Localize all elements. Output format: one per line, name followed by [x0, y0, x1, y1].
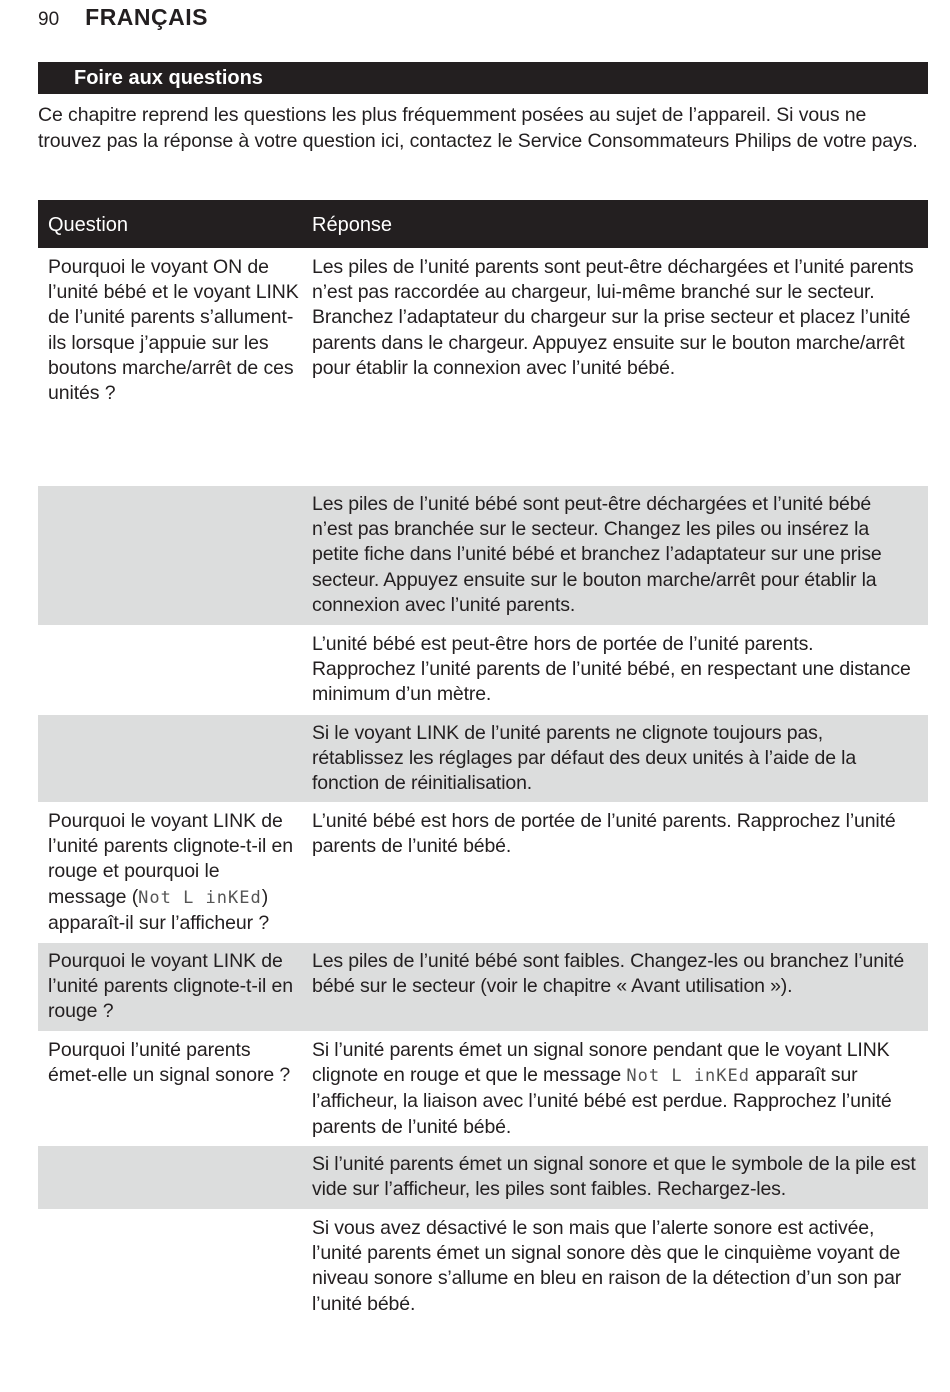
table-row [38, 625, 928, 714]
table-row [38, 714, 928, 802]
answer-cell: L’unité bébé est peut-être hors de portée de l’unité parents. Rapprochez l’unité parents de l’unité bébé, en respectant une distance minimum d’un mètre. [312, 633, 911, 706]
answer-cell [302, 1032, 928, 1145]
question-text: Pourquoi le voyant LINK de l’unité parents clignote-t-il en rouge et pourquoi le message ( [48, 810, 294, 908]
language-heading: FRANÇAIS [85, 4, 208, 30]
table-row [38, 802, 928, 942]
lcd-message: Not L inKEd [626, 1066, 750, 1087]
column-header-answer: Réponse [312, 214, 393, 236]
table-row [38, 1209, 928, 1325]
answer-cell: Si l’unité parents émet un signal sonore et que le symbole de la pile est vide sur l’afficheur, les piles sont faibles. Rechargez-les. [312, 1153, 916, 1201]
question-cell: Pourquoi le voyant ON de l’unité bébé et le voyant LINK de l’unité parents s’allument-ils lorsque j’appuie sur les boutons marche/arrêt de ces unités ? [48, 256, 299, 405]
section-title: Foire aux questions [74, 67, 263, 89]
lcd-message: Not L inKEd [138, 887, 262, 908]
answer-cell: Les piles de l’unité bébé sont peut-être déchargées et l’unité bébé n’est pas branchée sur le secteur. Changez les piles ou insérez la petite fiche dans l’unité bébé et branchez l’adaptateur sur une prise secteur. Appuyez ensuite sur le bouton marche/arrêt pour établir la connexion avec l’unité parents. [312, 493, 882, 616]
faq-table-header [38, 200, 928, 248]
question-cell [38, 626, 302, 714]
answer-text: apparaît sur l’afficheur, la liaison avec l’unité bébé est perdue. Rapprochez l’unité parents de l’unité bébé. [312, 1064, 892, 1138]
intro-paragraph: Ce chapitre reprend les questions les plus fréquemment posées au sujet de l’appareil. Si vous ne trouvez pas la réponse à votre question ici, contactez le Service Consommateurs Philips de votre pays. [38, 104, 918, 152]
page-header [38, 0, 208, 30]
answer-cell: Les piles de l’unité parents sont peut-être déchargées et l’unité parents n’est pas raccordée au chargeur, lui-même branché sur le secteur. Branchez l’adaptateur du chargeur sur la prise secteur et placez l’unité parents dans le chargeur. Appuyez ensuite sur le bouton marche/arrêt pour établir la connexion avec l’unité bébé. [312, 256, 914, 379]
answer-cell: L’unité bébé est hors de portée de l’unité parents. Rapprochez l’unité parents de l’unité bébé. [312, 810, 896, 858]
faq-table [38, 200, 928, 1325]
table-row [38, 485, 928, 625]
question-cell [38, 1146, 302, 1209]
page-number: 90 [38, 9, 60, 30]
table-row [38, 1145, 928, 1209]
answer-cell: Si vous avez désactivé le son mais que l’alerte sonore est activée, l’unité parents émet un signal sonore dès que le cinquième voyant de niveau sonore s’allume en bleu en raison de la détection d’un son par l’unité bébé. [312, 1217, 902, 1315]
question-cell [38, 486, 302, 625]
section-title-bar [38, 62, 928, 94]
column-header-question: Question [48, 214, 129, 236]
table-row [38, 942, 928, 1031]
question-cell: Pourquoi l’unité parents émet-elle un signal sonore ? [48, 1039, 291, 1087]
table-row [38, 1031, 928, 1145]
question-text: ) apparaît-il sur l’afficheur ? [48, 885, 270, 934]
question-cell: Pourquoi le voyant LINK de l’unité parents clignote-t-il en rouge ? [48, 950, 294, 1023]
question-cell [38, 715, 302, 802]
question-cell [38, 1210, 302, 1325]
answer-cell: Si le voyant LINK de l’unité parents ne clignote toujours pas, rétablissez les réglages par défaut des deux unités à l’aide de la fonction de réinitialisation. [312, 722, 857, 795]
question-cell [38, 803, 302, 942]
answer-text: Si l’unité parents émet un signal sonore pendant que le voyant LINK clignote en rouge et que le message [312, 1039, 890, 1087]
answer-cell: Les piles de l’unité bébé sont faibles. Changez-les ou branchez l’unité bébé sur le secteur (voir le chapitre « Avant utilisation »). [312, 950, 905, 998]
table-row [38, 248, 928, 485]
